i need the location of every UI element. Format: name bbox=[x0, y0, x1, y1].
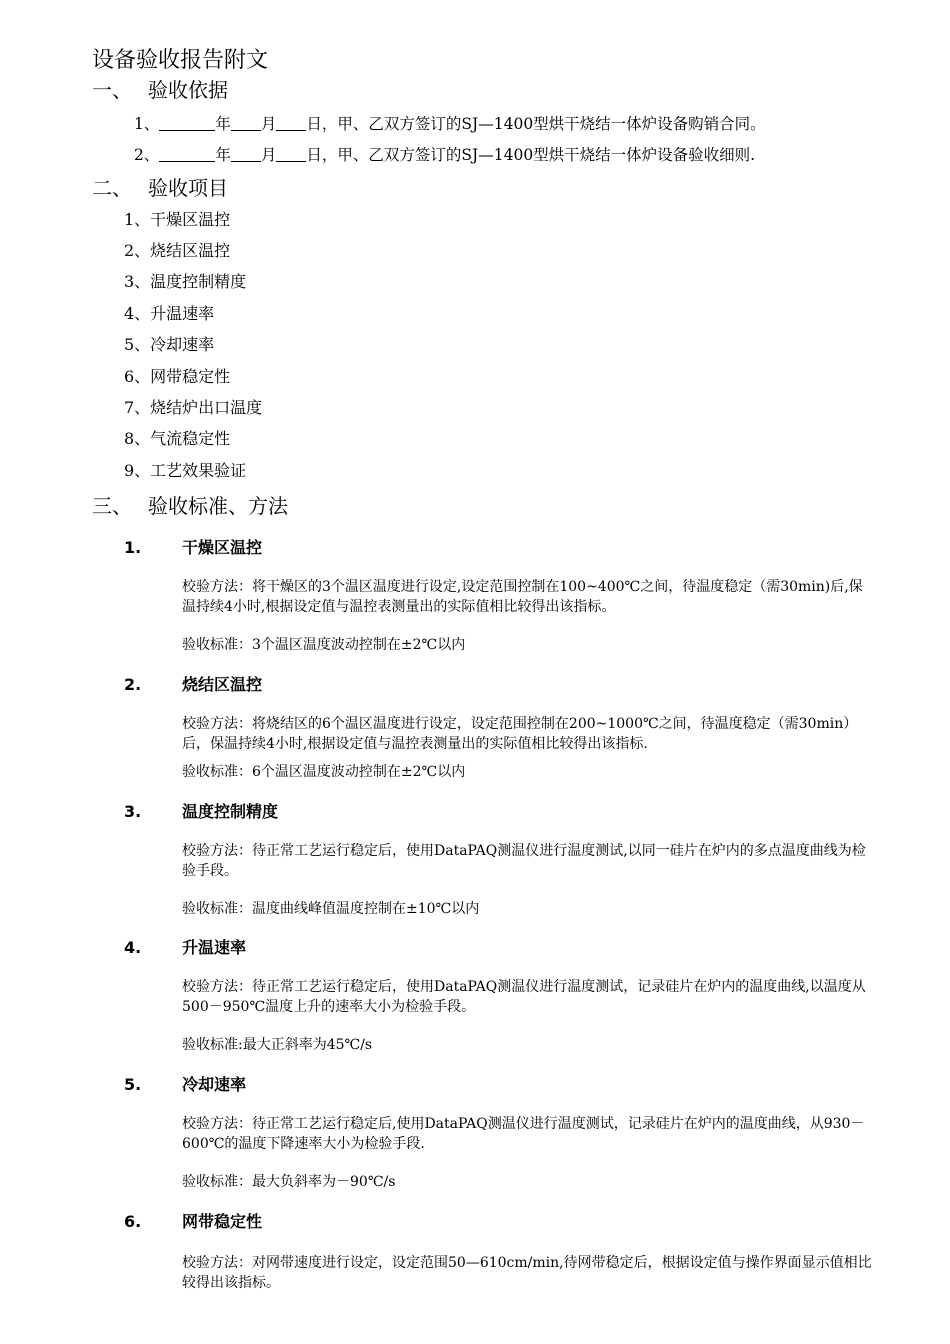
section-heading-basis bbox=[92, 76, 228, 104]
standard-paragraph: 验收标准:最大正斜率为45℃/s bbox=[182, 1037, 373, 1053]
section-title: 验收标准、方法 bbox=[148, 494, 288, 518]
method-paragraph: 校验方法：将烧结区的6个温区温度进行设定，设定范围控制在200~1000℃之间，待温度稳定（需30min）后，保温持续4小时,根据设定值与温控表测量出的实际值相比较得出该指标. bbox=[182, 716, 858, 752]
section-heading-items bbox=[92, 174, 228, 202]
method-paragraph: 校验方法：将干燥区的3个温区温度进行设定,设定范围控制在100~400℃之间，待温度稳定（需30min)后,保温持续4小时,根据设定值与温控表测量出的实际值相比较得出该指标。 bbox=[182, 579, 863, 615]
subsection-heading: 5. 冷却速率 bbox=[124, 1075, 247, 1094]
list-item: 1、干燥区温控 bbox=[124, 210, 231, 229]
blank-line bbox=[231, 114, 261, 131]
blank-line bbox=[159, 145, 215, 162]
section-number: 一、 bbox=[92, 78, 132, 102]
document-title: 设备验收报告附文 bbox=[92, 48, 269, 73]
standard-paragraph: 验收标准：温度曲线峰值温度控制在±10℃以内 bbox=[182, 901, 480, 917]
standard-paragraph: 验收标准：3个温区温度波动控制在±2℃以内 bbox=[182, 637, 466, 653]
subsection-heading: 2. 烧结区温控 bbox=[124, 675, 263, 694]
blank-line bbox=[231, 145, 261, 162]
subsection-heading: 3. 温度控制精度 bbox=[124, 802, 279, 821]
method-paragraph: 校验方法：待正常工艺运行稳定后，使用DataPAQ测温仪进行温度测试，记录硅片在炉内的温度曲线,以温度从500－950℃温度上升的速率大小为检验手段。 bbox=[182, 979, 866, 1015]
section-title: 验收项目 bbox=[148, 176, 228, 200]
section-title: 验收依据 bbox=[148, 78, 228, 102]
subsection-heading: 4. 升温速率 bbox=[124, 938, 247, 957]
basis-item-1: 1、 年 月 日，甲、乙双方签订的SJ—1400型烘干烧结一体炉设备购销合同。 bbox=[134, 115, 766, 133]
section-number: 三、 bbox=[92, 494, 132, 518]
standard-paragraph: 验收标准：6个温区温度波动控制在±2℃以内 bbox=[182, 764, 466, 780]
blank-line bbox=[276, 114, 306, 131]
subsection-heading: 1. 干燥区温控 bbox=[124, 538, 263, 557]
list-item: 4、升温速率 bbox=[124, 304, 215, 323]
basis-item-2: 2、 年 月 日，甲、乙双方签订的SJ—1400型烘干烧结一体炉设备验收细则. bbox=[134, 146, 756, 164]
standard-paragraph: 验收标准：最大负斜率为－90℃/s bbox=[182, 1174, 396, 1190]
blank-line bbox=[159, 114, 215, 131]
subsection-heading: 6. 网带稳定性 bbox=[124, 1212, 263, 1231]
method-paragraph: 校验方法：待正常工艺运行稳定后,使用DataPAQ测温仪进行温度测试，记录硅片在炉内的温度曲线，从930－600℃的温度下降速率大小为检验手段. bbox=[182, 1116, 865, 1152]
blank-line bbox=[276, 145, 306, 162]
list-item: 5、冷却速率 bbox=[124, 335, 215, 354]
method-paragraph: 校验方法：待正常工艺运行稳定后，使用DataPAQ测温仪进行温度测试,以同一硅片在炉内的多点温度曲线为检验手段。 bbox=[182, 843, 866, 879]
list-item: 6、网带稳定性 bbox=[124, 367, 231, 386]
list-item: 3、温度控制精度 bbox=[124, 272, 247, 291]
method-paragraph: 校验方法：对网带速度进行设定，设定范围50—610cm/min,待网带稳定后，根据设定值与操作界面显示值相比较得出该指标。 bbox=[182, 1255, 872, 1291]
list-item: 8、气流稳定性 bbox=[124, 429, 231, 448]
list-item: 9、工艺效果验证 bbox=[124, 461, 247, 480]
section-heading-standards bbox=[92, 492, 288, 520]
list-item: 2、烧结区温控 bbox=[124, 241, 231, 260]
list-item: 7、烧结炉出口温度 bbox=[124, 398, 263, 417]
section-number: 二、 bbox=[92, 176, 132, 200]
